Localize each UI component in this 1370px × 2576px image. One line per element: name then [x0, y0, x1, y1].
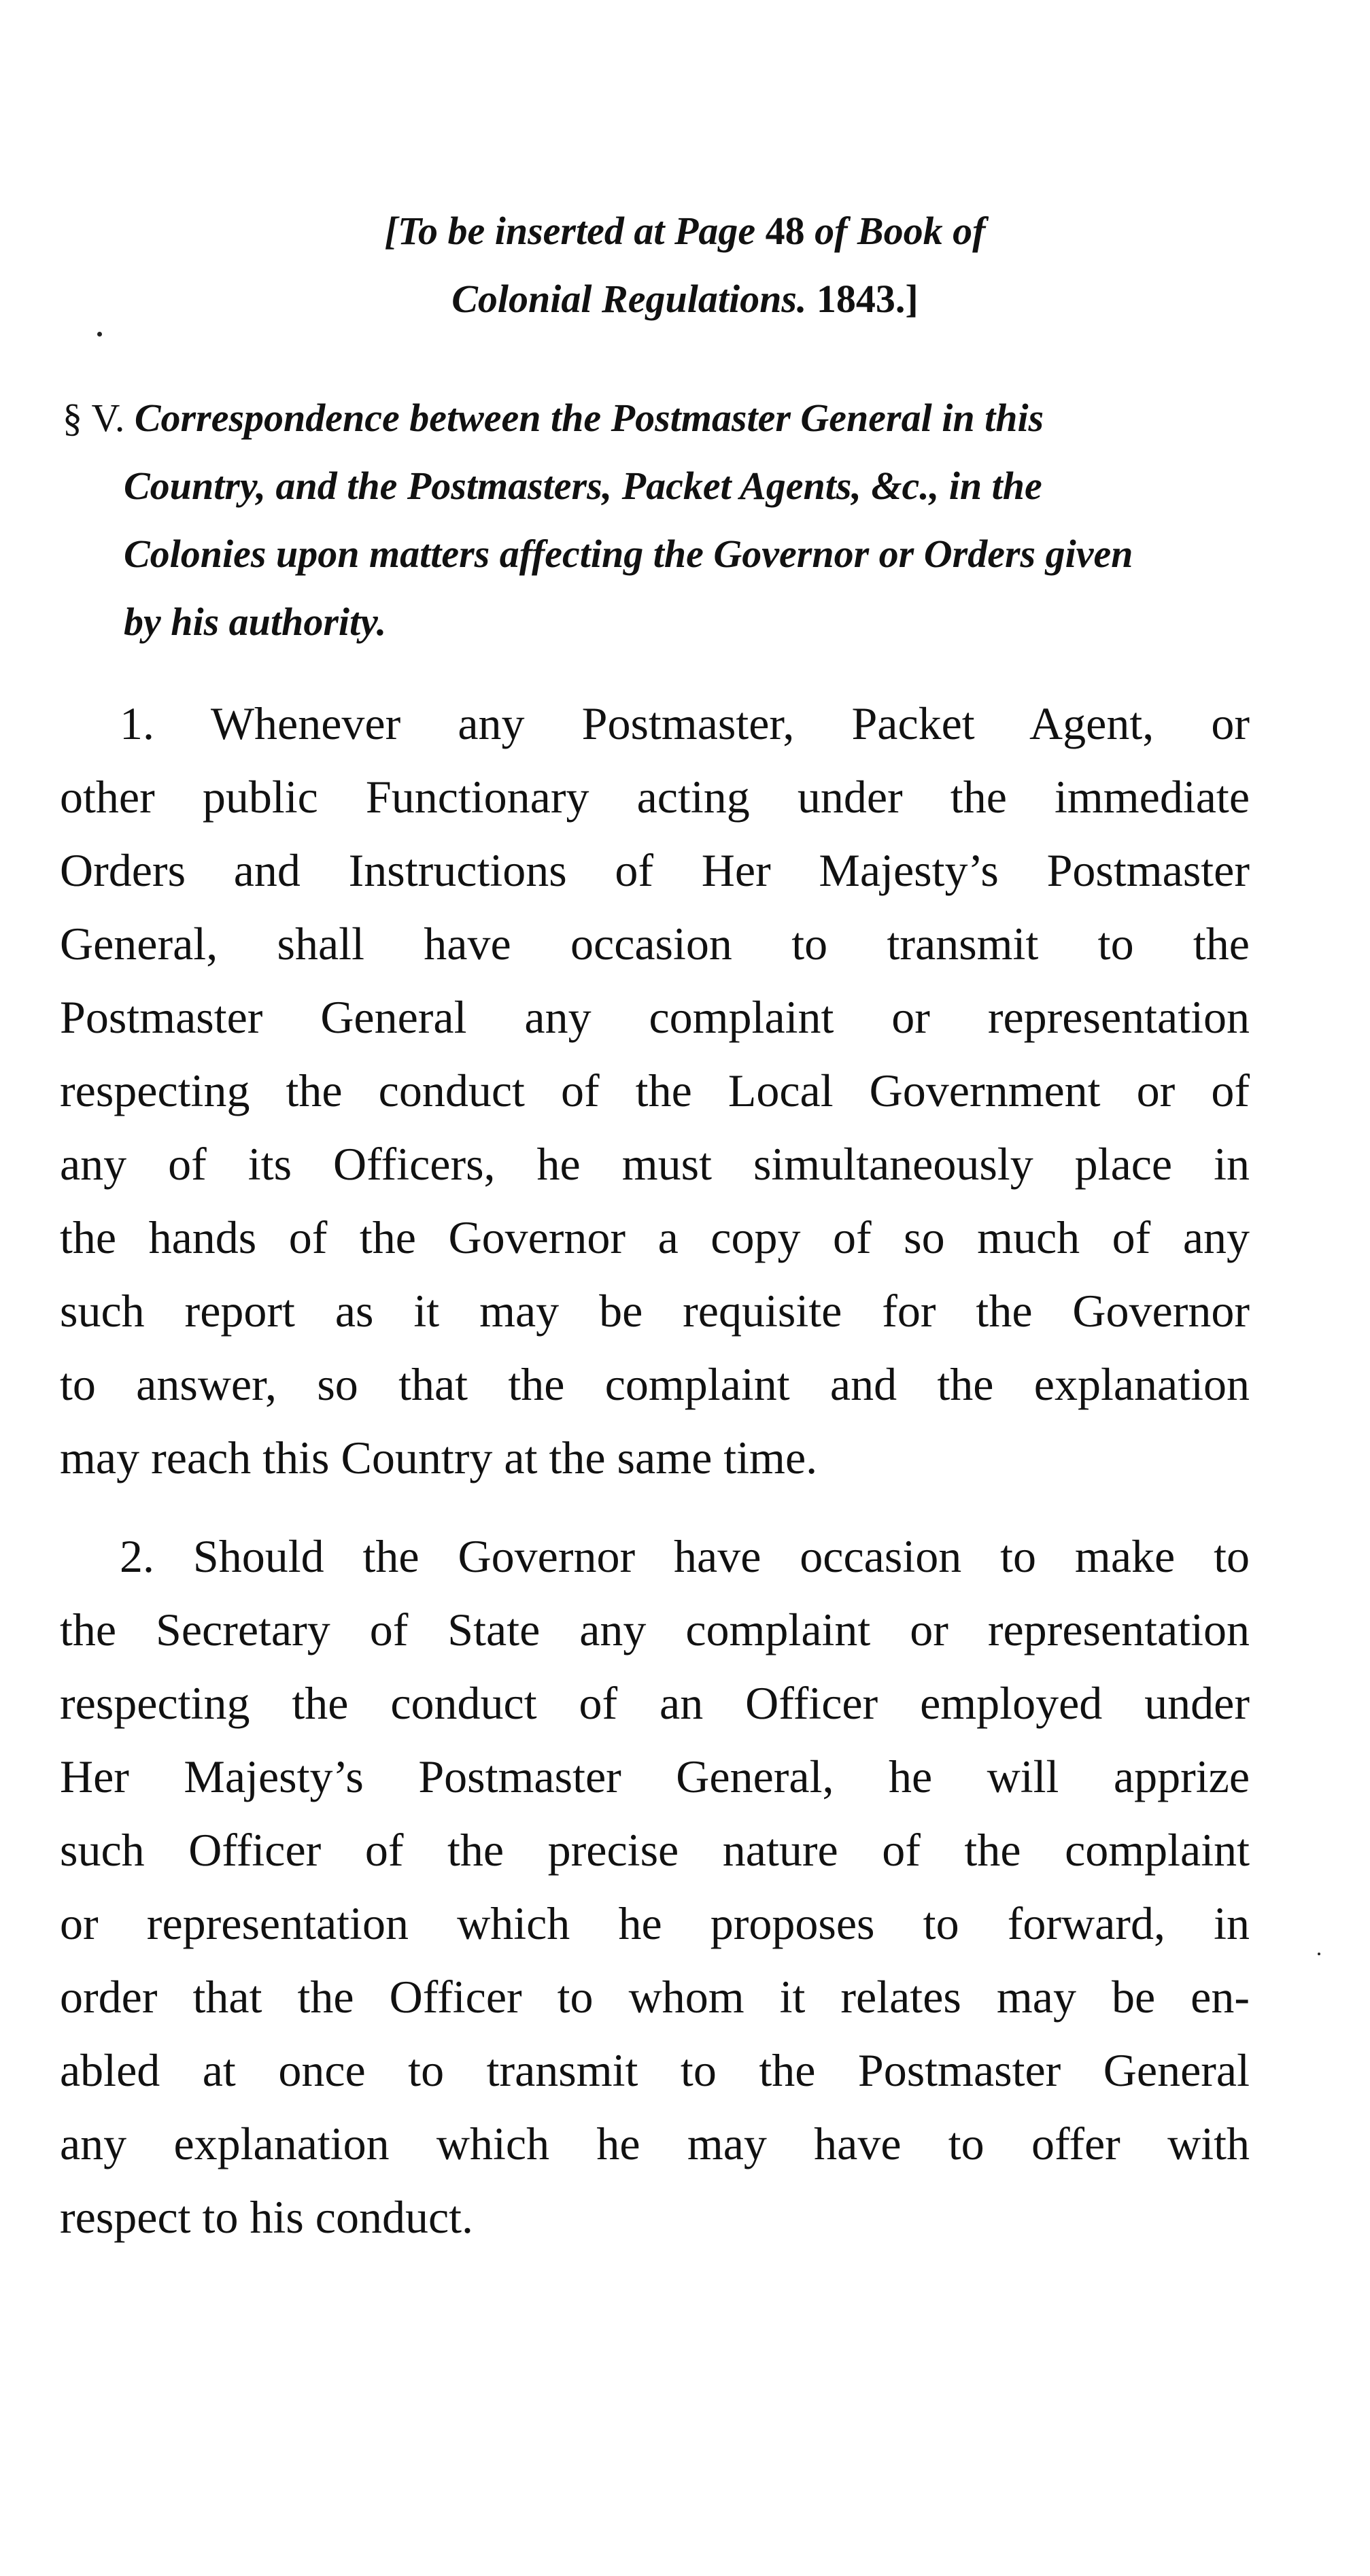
paragraph-line: to answer, so that the complaint and the explanation — [60, 1358, 1250, 1410]
paragraph-line: such report as it may be requisite for the Governor — [60, 1285, 1250, 1337]
paragraph-line: any of its Officers, he must simultaneously place in — [60, 1138, 1250, 1190]
paragraph-line: respecting the conduct of an Officer employed under — [60, 1677, 1250, 1729]
paragraph-1 — [60, 687, 1250, 1494]
paragraph-line: such Officer of the precise nature of the complaint — [60, 1824, 1250, 1876]
section-heading-line-2: Country, and the Postmasters, Packet Agents, &c., in the — [124, 464, 1042, 508]
paragraph-line: Orders and Instructions of Her Majesty’s Postmaster — [60, 844, 1250, 896]
section-heading-line-4: by his authority. — [124, 600, 387, 644]
paragraph-line: 1. Whenever any Postmaster, Packet Agent, or — [120, 698, 1250, 749]
paragraph-line: may reach this Country at the same time. — [60, 1432, 818, 1483]
paragraph-line: any explanation which he may have to offer with — [60, 2118, 1250, 2169]
print-speck — [97, 332, 102, 337]
insertion-note-line-1: [To be inserted at Page 48 of Book of — [384, 209, 986, 253]
paragraph-line: Postmaster General any complaint or representation — [60, 991, 1250, 1043]
paragraph-line: abled at once to transmit to the Postmaster General — [60, 2044, 1250, 2096]
section-heading-line-1: § V. Correspondence between the Postmaster General in this — [63, 396, 1044, 440]
insertion-note-line-2: Colonial Regulations. 1843.] — [451, 277, 919, 321]
paragraph-line: General, shall have occasion to transmit to the — [60, 918, 1250, 969]
paragraph-line: the hands of the Governor a copy of so much of any — [60, 1212, 1250, 1263]
paragraph-line: respect to his conduct. — [60, 2191, 474, 2243]
section-heading — [63, 384, 1259, 656]
paragraph-line: other public Functionary acting under the immediate — [60, 771, 1250, 823]
paragraph-line: Her Majesty’s Postmaster General, he will apprize — [60, 1751, 1250, 1802]
section-heading-line-3: Colonies upon matters affecting the Governor or Orders given — [124, 532, 1133, 576]
print-speck — [1318, 1953, 1320, 1955]
paragraph-2 — [60, 1519, 1250, 2254]
insertion-note — [0, 197, 1370, 333]
paragraph-line: the Secretary of State any complaint or representation — [60, 1604, 1250, 1655]
paragraph-line: order that the Officer to whom it relates may be en- — [60, 1971, 1250, 2023]
paragraph-line: 2. Should the Governor have occasion to make to — [120, 1530, 1250, 1582]
paragraph-line: or representation which he proposes to forward, in — [60, 1897, 1250, 1949]
section-number: § V. — [63, 396, 125, 440]
paragraph-line: respecting the conduct of the Local Government or of — [60, 1065, 1250, 1116]
